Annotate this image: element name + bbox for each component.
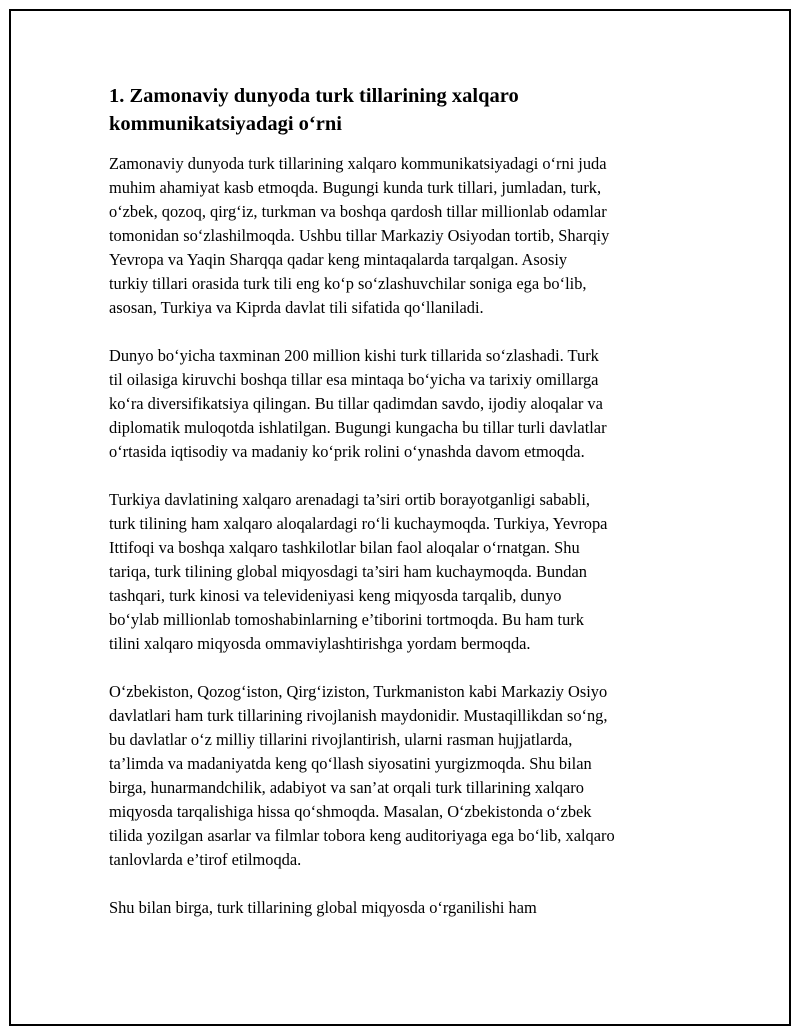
paragraph-line: O‘zbekiston, Qozog‘iston, Qirg‘iziston, Turkmaniston kabi Markaziy Osiyo [109, 682, 608, 701]
paragraph-line: turkiy tillari orasida turk tili eng ko‘p so‘zlashuvchilar soniga ega bo‘lib, [109, 274, 587, 293]
paragraph-line: tanlovlarda e’tirof etilmoqda. [109, 850, 302, 869]
paragraph-line: Ittifoqi va boshqa xalqaro tashkilotlar bilan faol aloqalar o‘rnatgan. Shu [109, 538, 580, 557]
paragraph-line: tashqari, turk kinosi va televideniyasi keng miqyosda tarqalib, dunyo [109, 586, 562, 605]
paragraph-line: Shu bilan birga, turk tillarining global miqyosda o‘rganilishi ham [109, 898, 537, 917]
paragraph-line: tilida yozilgan asarlar va filmlar tobora keng auditoriyaga ega bo‘lib, xalqaro [109, 826, 615, 845]
paragraph-line: o‘zbek, qozoq, qirg‘iz, turkman va boshqa qardosh tillar millionlab odamlar [109, 202, 607, 221]
paragraph-line: Yevropa va Yaqin Sharqqa qadar keng mintaqalarda tarqalgan. Asosiy [109, 250, 568, 269]
paragraph-line: Turkiya davlatining xalqaro arenadagi ta’siri ortib borayotganligi sababli, [109, 490, 590, 509]
paragraph-line: bu davlatlar o‘z milliy tillarini rivojlantirish, ularni rasman hujjatlarda, [109, 730, 573, 749]
paragraph-line: bo‘ylab millionlab tomoshabinlarning e’tiborini tortmoqda. Bu ham turk [109, 610, 584, 629]
paragraph-line: miqyosda tarqalishiga hissa qo‘shmoqda. Masalan, O‘zbekistonda o‘zbek [109, 802, 592, 821]
paragraph [109, 488, 689, 656]
paragraph-line: ko‘ra diversifikatsiya qilingan. Bu tillar qadimdan savdo, ijodiy aloqalar va [109, 394, 603, 413]
paragraph-line: til oilasiga kiruvchi boshqa tillar esa mintaqa bo‘yicha va tarixiy omillarga [109, 370, 599, 389]
paragraph-line: o‘rtasida iqtisodiy va madaniy ko‘prik rolini o‘ynashda davom etmoqda. [109, 442, 585, 461]
heading-line: kommunikatsiyadagi o‘rni [109, 113, 342, 135]
paragraph-line: tilini xalqaro miqyosda ommaviylashtirishga yordam bermoqda. [109, 634, 531, 653]
paragraph-line: Zamonaviy dunyoda turk tillarining xalqaro kommunikatsiyadagi o‘rni juda [109, 154, 607, 173]
paragraph-line: tomonidan so‘zlashilmoqda. Ushbu tillar Markaziy Osiyodan tortib, Sharqiy [109, 226, 610, 245]
paragraph-line: diplomatik muloqotda ishlatilgan. Bugungi kungacha bu tillar turli davlatlar [109, 418, 607, 437]
paragraph [109, 896, 689, 920]
paragraph-line: tariqa, turk tilining global miqyosdagi ta’siri ham kuchaymoqda. Bundan [109, 562, 587, 581]
paragraph-line: muhim ahamiyat kasb etmoqda. Bugungi kunda turk tillari, jumladan, turk, [109, 178, 602, 197]
paragraph-line: asosan, Turkiya va Kiprda davlat tili sifatida qo‘llaniladi. [109, 298, 484, 317]
document-body [109, 82, 689, 944]
paragraph [109, 152, 689, 320]
paragraph [109, 680, 689, 872]
paragraph-line: ta’limda va madaniyatda keng qo‘llash siyosatini yurgizmoqda. Shu bilan [109, 754, 592, 773]
paragraph-line: Dunyo bo‘yicha taxminan 200 million kishi turk tillarida so‘zlashadi. Turk [109, 346, 599, 365]
paragraph-line: turk tilining ham xalqaro aloqalardagi ro‘li kuchaymoqda. Turkiya, Yevropa [109, 514, 608, 533]
paragraphs [109, 152, 689, 920]
heading-line: 1. Zamonaviy dunyoda turk tillarining xalqaro [109, 85, 519, 107]
paragraph-line: birga, hunarmandchilik, adabiyot va san’at orqali turk tillarining xalqaro [109, 778, 584, 797]
paragraph-line: davlatlari ham turk tillarining rivojlanish maydonidir. Mustaqillikdan so‘ng, [109, 706, 608, 725]
section-heading [109, 82, 689, 138]
paragraph [109, 344, 689, 464]
